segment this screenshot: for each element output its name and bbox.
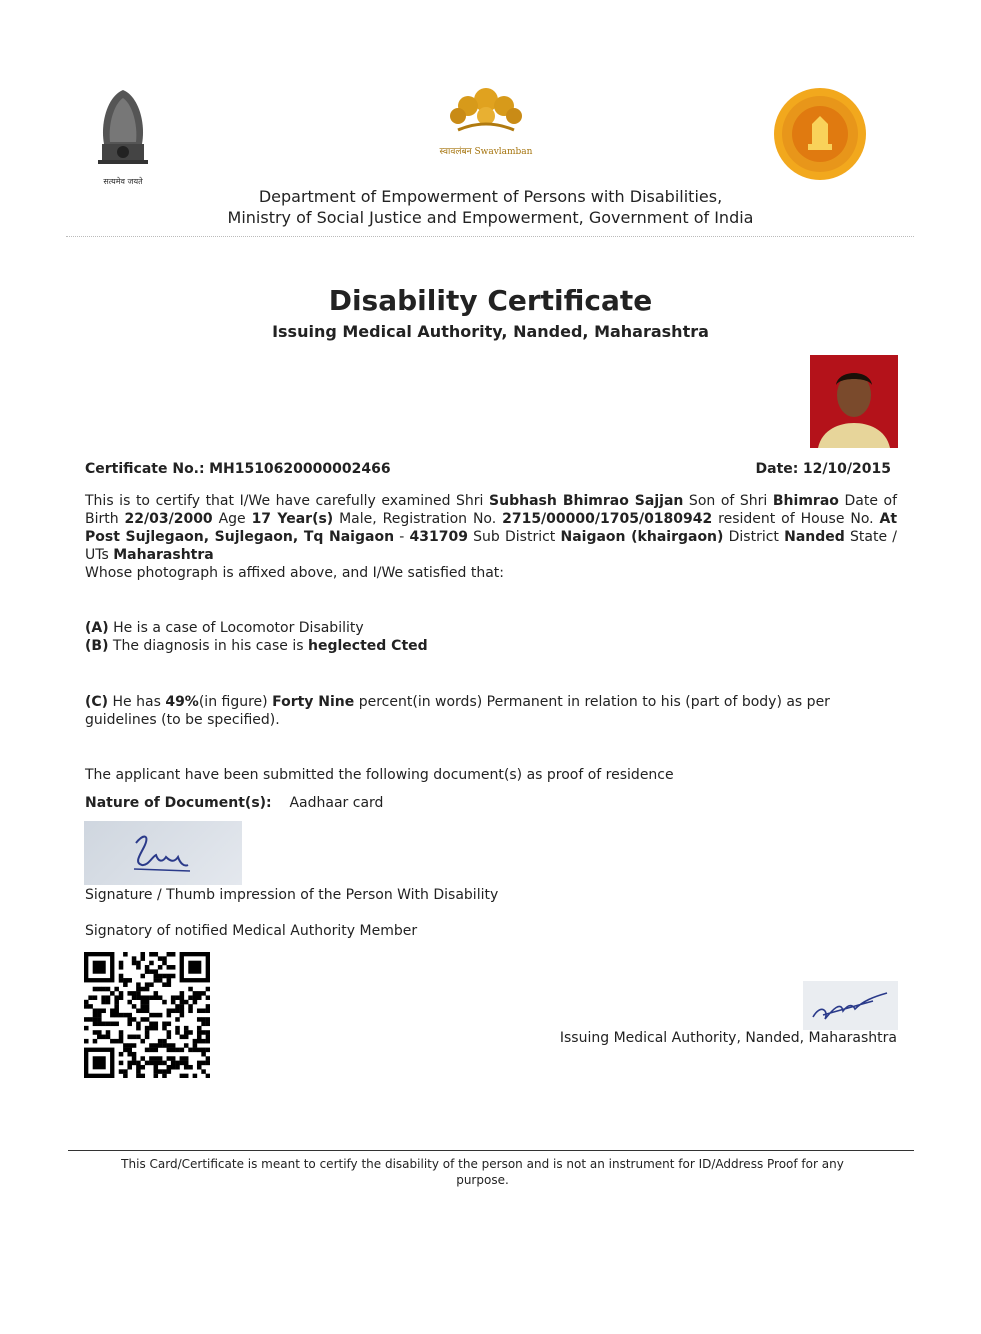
qr-code-icon <box>84 952 210 1078</box>
pin-code: 431709 <box>409 529 468 545</box>
photo-statement: Whose photograph is affixed above, and I/We satisfied that: <box>85 565 505 581</box>
person-name: Subhash Bhimrao Sajjan <box>489 493 684 509</box>
disability-percent: 49% <box>165 694 199 710</box>
department-heading <box>0 186 981 228</box>
signatory-caption: Signatory of notified Medical Authority Member <box>85 923 418 939</box>
person-signature-image <box>84 821 242 885</box>
certification-paragraph: This is to certify that I/We have carefully examined Shri Subhash Bhimrao Sajjan Son of Shri Bhimrao Date of Birth 22/03/2000 Age 17 Year(s) Male, Registration No. 2715/00000/1705/0180942 resident of House No. At Post Sujlegaon, Sujlegaon, Tq Naigaon - 431709 Sub District Naigaon (khairgaon) District Nanded State / UTs Maharashtra Whose photograph is affixed above, and I/We satisfied that: <box>85 493 898 581</box>
maharashtra-seal-icon <box>772 86 868 182</box>
documents-intro: The applicant have been submitted the following document(s) as proof of residence <box>85 767 674 783</box>
registration-number: 2715/00000/1705/0180942 <box>502 511 713 527</box>
certificate-date: Date: 12/10/2015 <box>755 461 891 477</box>
clause-c: (C) He has 49%(in figure) Forty Nine percent(in words) Permanent in relation to his (part of body) as per guidelines (to be specified). <box>85 694 830 728</box>
documents-line: Nature of Document(s): Aadhaar card <box>85 795 384 811</box>
state: Maharashtra <box>113 547 214 563</box>
father-name: Bhimrao <box>772 493 839 509</box>
document-type: Aadhaar card <box>289 795 384 811</box>
certificate-date-value: 12/10/2015 <box>802 461 891 477</box>
certificate-subtitle: Issuing Medical Authority, Nanded, Maharashtra <box>272 322 709 341</box>
certificate-number: Certificate No.: MH1510620000002466 <box>85 461 391 477</box>
sub-district: Naigaon (khairgaon) <box>560 529 724 545</box>
diagnosis: heglected Cted <box>308 638 428 654</box>
authority-signature-image <box>803 981 898 1030</box>
national-emblem-icon <box>88 82 158 186</box>
age: 17 Year(s) <box>251 511 334 527</box>
certificate-title: Disability Certificate <box>328 284 653 317</box>
swavlamban-logo-icon <box>438 82 534 162</box>
header-divider <box>66 236 914 237</box>
disability-percent-words: Forty Nine <box>272 694 355 710</box>
issuing-authority-name: Issuing Medical Authority, Nanded, Maharashtra <box>559 1030 897 1046</box>
address: At Post Sujlegaon, Sujlegaon, Tq Naigaon <box>85 511 898 545</box>
footer-divider <box>68 1150 914 1151</box>
emblem-caption: सत्यमेव जयते <box>103 177 143 186</box>
clause-b: (B) The diagnosis in his case is heglected Cted <box>85 638 428 654</box>
date-of-birth: 22/03/2000 <box>124 511 213 527</box>
clause-a: (A) He is a case of Locomotor Disability <box>85 620 364 636</box>
certificate-number-value: MH1510620000002466 <box>209 461 391 477</box>
applicant-photo <box>810 355 898 448</box>
footer-note: This Card/Certificate is meant to certify the disability of the person and is not an instrument for ID/Address Proof for any purpose. <box>121 1157 844 1187</box>
district: Nanded <box>784 529 845 545</box>
swavlamban-caption: स्वावलंबन Swavlamban <box>439 147 533 157</box>
department-line-2: Ministry of Social Justice and Empowerment, Government of India <box>227 208 754 227</box>
person-signature-caption: Signature / Thumb impression of the Person With Disability <box>85 887 499 903</box>
department-line-1: Department of Empowerment of Persons with Disabilities, <box>258 187 723 206</box>
